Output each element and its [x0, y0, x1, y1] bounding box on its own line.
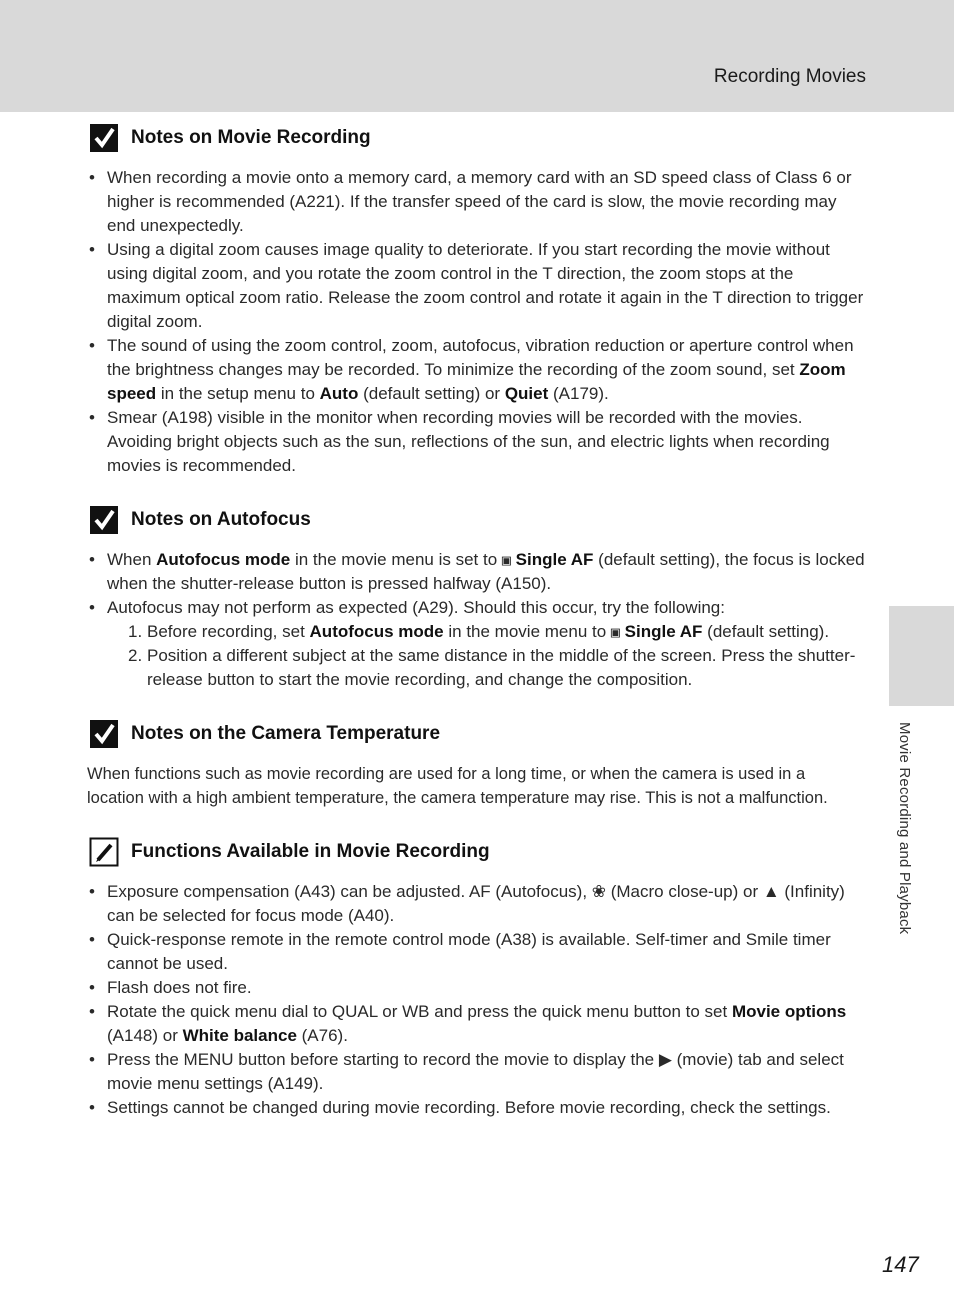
section-header	[87, 500, 865, 540]
check-mark-note-icon	[89, 505, 119, 535]
section-title: Notes on the Camera Temperature	[131, 723, 441, 744]
af-single-icon: ▣	[610, 623, 620, 641]
section-title: Notes on Movie Recording	[131, 127, 371, 148]
section-title: Functions Available in Movie Recording	[131, 841, 490, 862]
list-item: • Settings cannot be changed during movie recording. Before movie recording, check the settings.	[87, 1096, 865, 1120]
section-notes-movie-recording	[87, 118, 865, 478]
list-item: • Rotate the quick menu dial to QUAL or WB and press the quick menu button to set Movie options (A148) or White balance (A76).	[87, 1000, 865, 1048]
chapter-tab	[889, 606, 954, 706]
list-item: • Smear (A198) visible in the monitor when recording movies will be recorded with the movies. Avoiding bright objects such as the sun, reflections of the sun, and electric lights when recording movies is recommended.	[87, 406, 865, 478]
section-title: Notes on Autofocus	[131, 509, 311, 530]
list-item: • When Autofocus mode in the movie menu is set to ▣ Single AF (default setting), the focus is locked when the shutter-release button is pressed halfway (A150).	[87, 548, 865, 596]
section-header	[87, 118, 865, 158]
list-item: • Using a digital zoom causes image quality to deteriorate. If you start recording the movie without using digital zoom, and you rotate the zoom control in the T direction, the zoom stops at the maximum optical zoom ratio. Release the zoom control and rotate it again in the T direction to trigger digital zoom.	[87, 238, 865, 334]
check-mark-note-icon	[89, 719, 119, 749]
chapter-tab-label: Movie Recording and Playback	[896, 722, 913, 935]
list-item: • Press the MENU button before starting to record the movie to display the ▶ (movie) tab and select movie menu settings (A149).	[87, 1048, 865, 1096]
list-item: • Quick-response remote in the remote control mode (A38) is available. Self-timer and Smile timer cannot be used.	[87, 928, 865, 976]
list-item: • When recording a movie onto a memory card, a memory card with an SD speed class of Class 6 or higher is recommended (A221). If the transfer speed of the card is slow, the movie recording may end unexpectedly.	[87, 166, 865, 238]
list-item: • Flash does not fire.	[87, 976, 865, 1000]
section-header	[87, 832, 865, 872]
header-band	[0, 0, 954, 112]
section-notes-autofocus	[87, 500, 865, 692]
list-item: • Exposure compensation (A43) can be adjusted. AF (Autofocus), ❀ (Macro close-up) or ▲ (Infinity) can be selected for focus mode (A40).	[87, 880, 865, 928]
list-item: • The sound of using the zoom control, zoom, autofocus, vibration reduction or aperture control when the brightness changes may be recorded. To minimize the recording of the zoom sound, set Zoom speed in the setup menu to Auto (default setting) or Quiet (A179).	[87, 334, 865, 406]
section-functions-available	[87, 832, 865, 1120]
pencil-note-icon	[89, 837, 119, 867]
list-item: • Autofocus may not perform as expected (A29). Should this occur, try the following: 1. Before recording, set Autofocus mode in the movie menu to ▣ Single AF (default setting). 2. Position a different subject at the same distance in the middle of the screen. Press the shutter-release button to start the movie recording, and change the composition.	[87, 596, 865, 692]
check-mark-note-icon	[89, 123, 119, 153]
step-item: 1. Before recording, set Autofocus mode in the movie menu to ▣ Single AF (default setting).	[128, 622, 830, 641]
page-number: 147	[882, 1252, 919, 1277]
section-notes-camera-temperature	[87, 714, 865, 810]
header-title: Recording Movies	[713, 66, 866, 87]
paragraph: When functions such as movie recording are used for a long time, or when the camera is used in a location with a high ambient temperature, the camera temperature may rise. This is not a malfunction.	[87, 765, 828, 807]
section-header	[87, 714, 865, 754]
af-single-icon: ▣	[501, 551, 511, 569]
step-item: 2. Position a different subject at the same distance in the middle of the screen. Press the shutter-release button to start the movie recording, and change the composition.	[128, 646, 856, 689]
page-content	[87, 118, 865, 1142]
